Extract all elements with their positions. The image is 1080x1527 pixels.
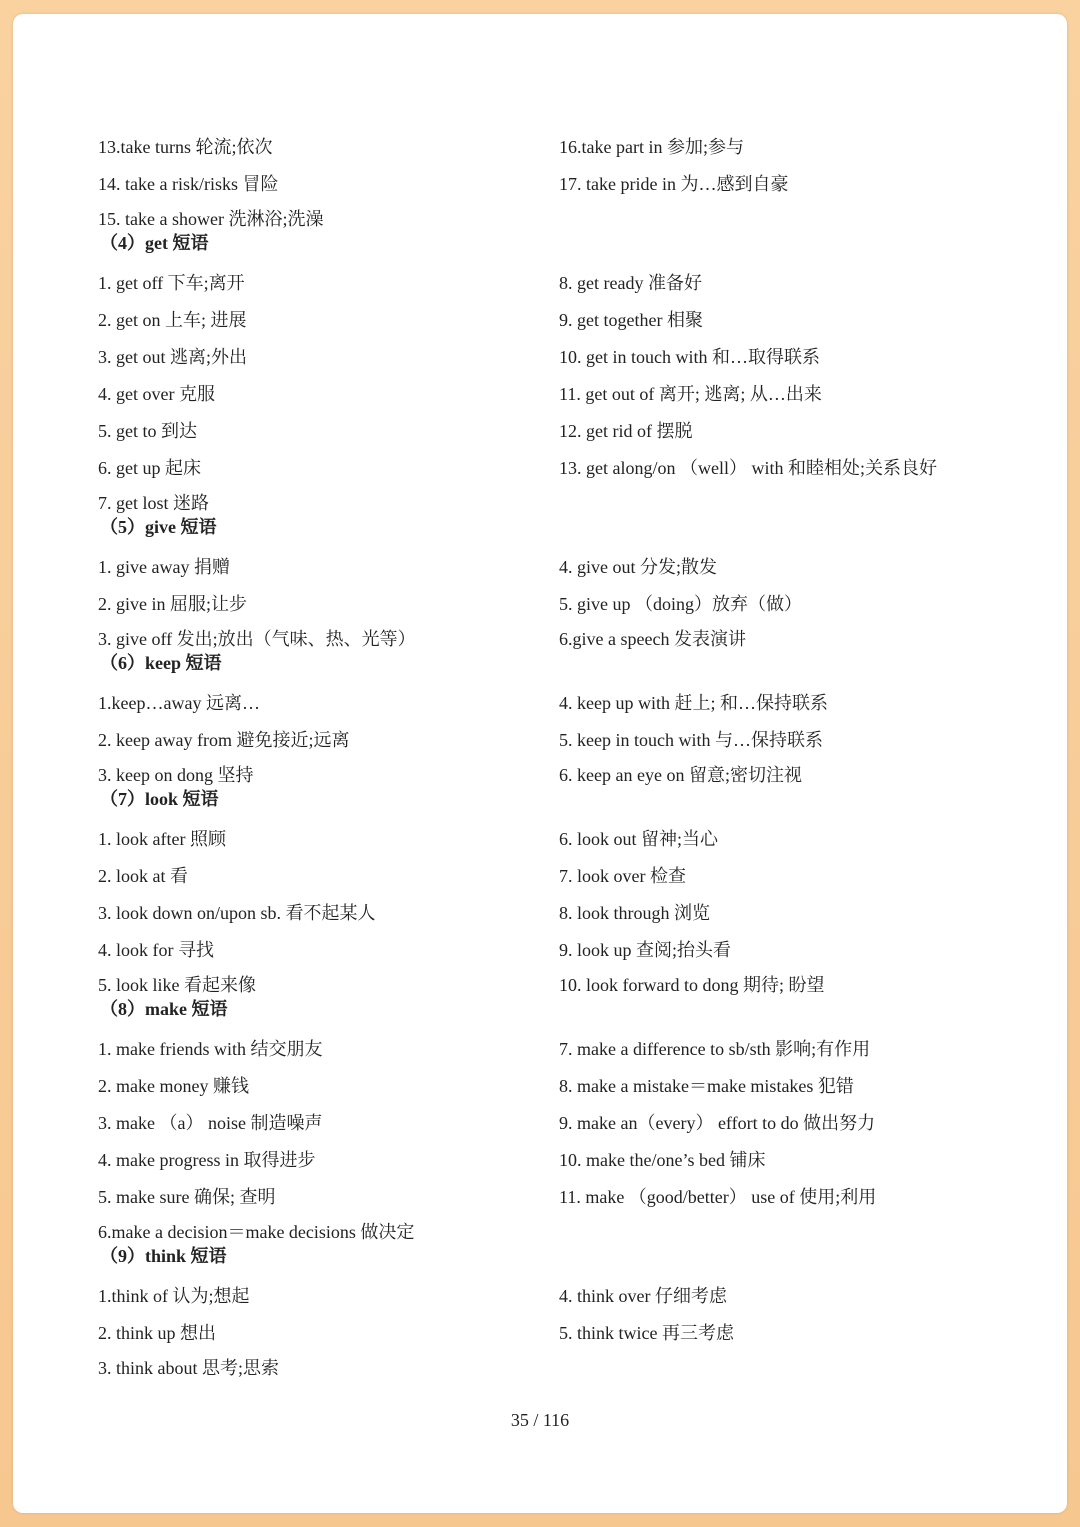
section-heading: （7）look 短语 bbox=[100, 789, 219, 809]
phrase-section bbox=[98, 1243, 998, 1379]
phrase-row bbox=[98, 894, 998, 931]
phrase-item-right: 7. make a difference to sb/sth 影响;有作用 bbox=[559, 1038, 871, 1059]
phrase-item-right: 9. look up 查阅;抬头看 bbox=[559, 939, 732, 960]
section-heading: （5）give 短语 bbox=[100, 517, 217, 537]
phrase-row bbox=[98, 449, 998, 486]
phrase-item-right: 11. make （good/better） use of 使用;利用 bbox=[559, 1186, 877, 1207]
phrase-item-left: 2. think up 想出 bbox=[98, 1322, 217, 1343]
phrase-item-left: 1. get off 下车;离开 bbox=[98, 272, 245, 293]
phrase-item-right: 10. get in touch with 和…取得联系 bbox=[559, 346, 820, 367]
phrase-row bbox=[98, 1178, 998, 1215]
phrase-item-left: 4. look for 寻找 bbox=[98, 939, 214, 960]
phrase-row bbox=[98, 128, 998, 165]
phrase-item-left: 1.think of 认为;想起 bbox=[98, 1285, 250, 1306]
phrase-item-right: 9. get together 相聚 bbox=[559, 309, 703, 330]
phrase-item-left: 2. make money 赚钱 bbox=[98, 1075, 249, 1096]
phrase-item-left: 3. look down on/upon sb. 看不起某人 bbox=[98, 902, 376, 923]
phrase-list bbox=[98, 128, 998, 1379]
phrase-item-left: 3. keep on dong 坚持 bbox=[98, 765, 254, 785]
phrase-item-right: 4. give out 分发;散发 bbox=[559, 556, 717, 577]
phrase-row bbox=[98, 585, 998, 622]
phrase-item-left: 3. get out 逃离;外出 bbox=[98, 346, 247, 367]
phrase-row bbox=[98, 857, 998, 894]
phrase-section bbox=[98, 650, 998, 786]
phrase-row bbox=[98, 486, 998, 514]
phrase-item-left: 3. give off 发出;放出（气味、热、光等） bbox=[98, 629, 416, 649]
phrase-item-left: 2. look at 看 bbox=[98, 865, 188, 886]
phrase-row bbox=[98, 1104, 998, 1141]
phrase-item-left: 5. look like 看起来像 bbox=[98, 975, 256, 995]
phrase-item-left: 3. think about 思考;思索 bbox=[98, 1358, 279, 1378]
phrase-item-right: 9. make an（every） effort to do 做出努力 bbox=[559, 1112, 876, 1133]
phrase-item-left: 1. make friends with 结交朋友 bbox=[98, 1038, 323, 1059]
phrase-item-right: 8. make a mistake＝make mistakes 犯错 bbox=[559, 1075, 854, 1096]
phrase-row bbox=[98, 622, 998, 650]
phrase-item-right: 7. look over 检查 bbox=[559, 865, 686, 886]
phrase-item-right: 8. get ready 准备好 bbox=[559, 272, 702, 293]
phrase-item-left: 5. get to 到达 bbox=[98, 420, 197, 441]
phrase-item-left: 6. get up 起床 bbox=[98, 457, 201, 478]
phrase-item-left: 7. get lost 迷路 bbox=[98, 493, 209, 513]
phrase-item-left: 6.make a decision＝make decisions 做决定 bbox=[98, 1222, 415, 1242]
phrase-item-right: 11. get out of 离开; 逃离; 从…出来 bbox=[559, 383, 822, 404]
phrase-row bbox=[98, 1030, 998, 1067]
section-heading: （8）make 短语 bbox=[100, 999, 228, 1019]
phrase-row bbox=[98, 1314, 998, 1351]
phrase-row bbox=[98, 165, 998, 202]
phrase-item-right: 4. think over 仔细考虑 bbox=[559, 1285, 727, 1306]
phrase-row bbox=[98, 264, 998, 301]
phrase-item-right: 5. think twice 再三考虑 bbox=[559, 1322, 734, 1343]
phrase-item-right: 12. get rid of 摆脱 bbox=[559, 420, 693, 441]
phrase-section bbox=[98, 786, 998, 996]
phrase-item-right: 6. keep an eye on 留意;密切注视 bbox=[559, 765, 802, 785]
phrase-item-right: 10. look forward to dong 期待; 盼望 bbox=[559, 975, 825, 995]
phrase-row bbox=[98, 1141, 998, 1178]
phrase-item-left: 3. make （a） noise 制造噪声 bbox=[98, 1112, 323, 1133]
phrase-row bbox=[98, 375, 998, 412]
phrase-item-right: 5. keep in touch with 与…保持联系 bbox=[559, 729, 823, 750]
phrase-item-left: 2. give in 屈服;让步 bbox=[98, 593, 247, 614]
phrase-row bbox=[98, 1277, 998, 1314]
phrase-section bbox=[98, 996, 998, 1243]
phrase-item-right: 6. look out 留神;当心 bbox=[559, 828, 719, 849]
phrase-item-left: 5. make sure 确保; 查明 bbox=[98, 1186, 276, 1207]
phrase-item-right: 5. give up （doing）放弃（做） bbox=[559, 593, 802, 614]
phrase-row bbox=[98, 820, 998, 857]
phrase-item-right: 10. make the/one’s bed 铺床 bbox=[559, 1149, 766, 1170]
phrase-item-right: 16.take part in 参加;参与 bbox=[559, 136, 744, 157]
phrase-item-left: 15. take a shower 洗淋浴;洗澡 bbox=[98, 209, 324, 229]
phrase-item-right: 4. keep up with 赶上; 和…保持联系 bbox=[559, 692, 828, 713]
phrase-row bbox=[98, 1067, 998, 1104]
phrase-item-left: 1. look after 照顾 bbox=[98, 828, 226, 849]
section-heading: （4）get 短语 bbox=[100, 233, 209, 253]
phrase-item-left: 2. get on 上车; 进展 bbox=[98, 309, 247, 330]
phrase-row bbox=[98, 548, 998, 585]
section-heading: （6）keep 短语 bbox=[100, 653, 222, 673]
phrase-row bbox=[98, 1351, 998, 1379]
phrase-item-left: 14. take a risk/risks 冒险 bbox=[98, 173, 279, 194]
phrase-item-left: 1. give away 捐赠 bbox=[98, 556, 230, 577]
phrase-row bbox=[98, 721, 998, 758]
phrase-row bbox=[98, 684, 998, 721]
phrase-row bbox=[98, 758, 998, 786]
phrase-item-left: 13.take turns 轮流;依次 bbox=[98, 136, 273, 157]
phrase-item-left: 4. make progress in 取得进步 bbox=[98, 1149, 316, 1170]
phrase-row bbox=[98, 968, 998, 996]
phrase-row bbox=[98, 412, 998, 449]
phrase-row bbox=[98, 301, 998, 338]
phrase-item-right: 13. get along/on （well） with 和睦相处;关系良好 bbox=[559, 457, 937, 478]
phrase-item-left: 4. get over 克服 bbox=[98, 383, 215, 404]
phrase-section bbox=[98, 230, 998, 514]
phrase-item-right: 8. look through 浏览 bbox=[559, 902, 710, 923]
page-number: 35 / 116 bbox=[510, 1410, 570, 1430]
phrase-item-left: 1.keep…away 远离… bbox=[98, 692, 260, 713]
phrase-row bbox=[98, 1215, 998, 1243]
phrase-row bbox=[98, 931, 998, 968]
phrase-row bbox=[98, 338, 998, 375]
phrase-item-left: 2. keep away from 避免接近;远离 bbox=[98, 729, 350, 750]
phrase-section bbox=[98, 128, 998, 230]
section-heading: （9）think 短语 bbox=[100, 1246, 227, 1266]
phrase-item-right: 17. take pride in 为…感到自豪 bbox=[559, 173, 789, 194]
phrase-section bbox=[98, 514, 998, 650]
phrase-row bbox=[98, 202, 998, 230]
phrase-item-right: 6.give a speech 发表演讲 bbox=[559, 629, 746, 649]
